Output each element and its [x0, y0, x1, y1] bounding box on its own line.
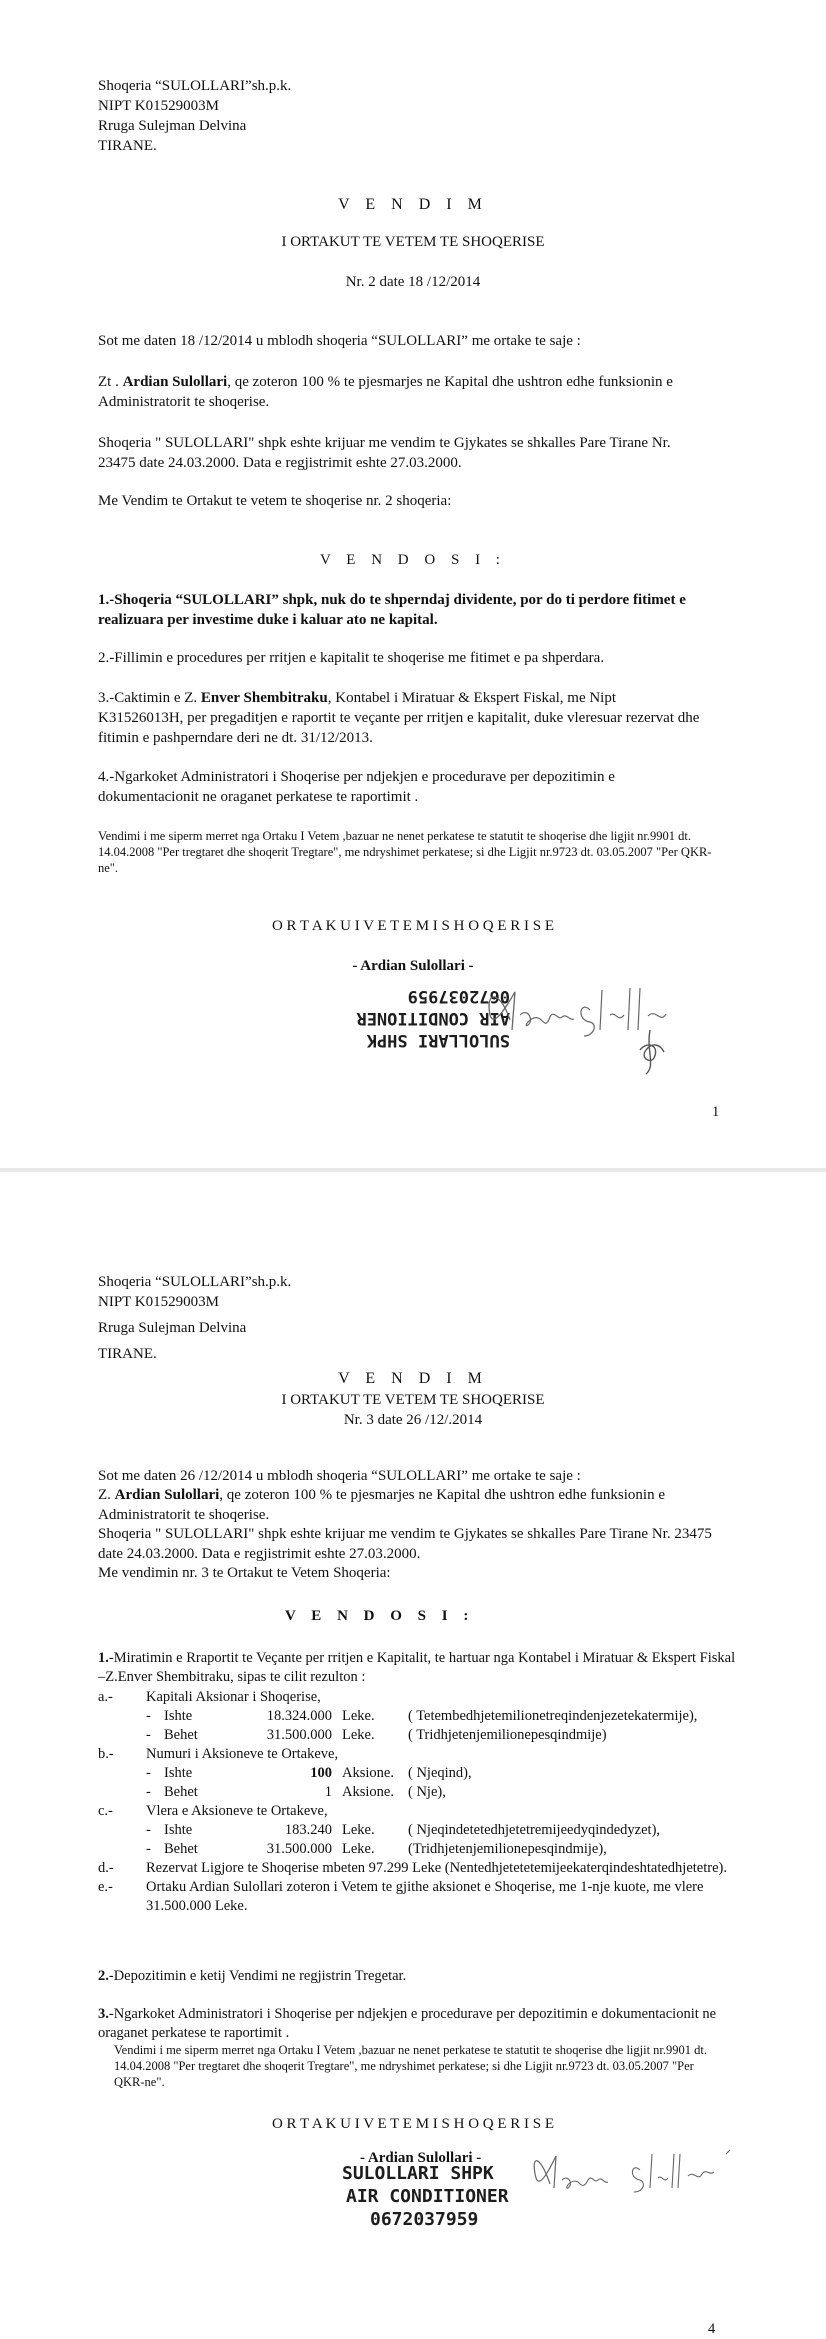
company-stamp	[342, 2162, 542, 2231]
list-item: - Ishte 18.324.000 Leke. ( Tetembedhjetemilionetreqindenjezetekatermije),	[146, 1708, 698, 1724]
paragraph-intro-decision: Me Vendim te Ortakut te vetem te shoqerise nr. 2 shoqeria:	[98, 493, 452, 509]
paragraph-shareholder: Z. Ardian Sulollari, qe zoteron 100 % te pjesmarjes ne Kapital dhe ushtron edhe funksionin e Administratorit te shoqerise.	[98, 1487, 665, 1523]
vendosi-heading: V E N D O S I :	[320, 552, 506, 568]
document-title: V E N D I M	[338, 1370, 488, 1387]
paragraph-company-registration: Shoqeria " SULOLLARI" shpk eshte krijuar me vendim te Gjykates se shkalles Pare Tirane Nr. 23475 date 24.03.2000. Data e regjistrimit eshte 27.03.2000.	[98, 435, 671, 471]
paragraph-intro-decision: Me vendimin nr. 3 te Ortakut te Vetem Shoqeria:	[98, 1565, 391, 1581]
decision-item-2: 2.-Depozitimin e ketij Vendimi ne regjistrin Tregetar.	[98, 1968, 407, 1984]
company-name: Shoqeria “SULOLLARI”sh.p.k.	[98, 1274, 292, 1290]
list-item: c.- Vlera e Aksioneve te Ortakeve,	[98, 1803, 328, 1819]
document-page-2	[0, 1172, 826, 2338]
handwritten-signature	[390, 970, 690, 1080]
legal-basis-note: Vendimi i me siperm merret nga Ortaku I Vetem ,bazuar ne nenet perkatese te statutit te shoqerise dhe ligjit nr.9901 dt. 14.04.2008 "Per tregtaret dhe shoqerit Tregtare", me ndryshimet perkatese; si dhe Ligjit nr.9723 dt. 03.05.2007 "Per QKR-ne".	[114, 2043, 707, 2089]
paragraph-shareholder: Zt . Ardian Sulollari, qe zoteron 100 % te pjesmarjes ne Kapital dhe ushtron edhe funksionin e Administratorit te shoqerise.	[98, 374, 673, 410]
signatory-title: O R T A K U I V E T E M I S H O Q E R I S E	[271, 918, 555, 934]
vendosi-heading: V E N D O S I :	[285, 1608, 475, 1624]
list-item: - Ishte 183.240 Leke. ( Njeqindetetedhjetetremijeedyqindedyzet),	[146, 1822, 661, 1838]
list-item: e.- Ortaku Ardian Sulollari zoteron i Vetem te gjithe aksionet e Shoqerise, me 1-nje kuote, me vlere 31.500.000 Leke.	[98, 1879, 704, 1914]
list-item: d.- Rezervat Ligjore te Shoqerise mbeten 97.299 Leke (Nentedhjetetetemijeekaterqindeshtatedhjetetre).	[98, 1860, 727, 1876]
paragraph-meeting: Sot me daten 18 /12/2014 u mblodh shoqeria “SULOLLARI” me ortake te saje :	[98, 333, 581, 349]
decision-item-3: 3.-Ngarkoket Administratori i Shoqerise per ndjekjen e procedurave per depozitimin e dokumentacionit ne oraganet perkatese te raportimit .	[98, 2006, 717, 2041]
stamp-line: SULOLLARI SHPK	[366, 1030, 510, 1050]
paragraph-meeting: Sot me daten 26 /12/2014 u mblodh shoqeria “SULOLLARI” me ortake te saje :	[98, 1468, 581, 1484]
decision-item-2: 2.-Fillimin e procedures per rritjen e kapitalit te shoqerise me fitimet e pa shperdara.	[98, 650, 605, 666]
decision-item-4: 4.-Ngarkoket Administratori i Shoqerise per ndjekjen e procedurave per depozitimin e dokumentacionit ne oraganet perkatese te raportimit .	[98, 769, 615, 805]
page-number: 1	[712, 1104, 720, 1120]
decision-number: Nr. 2 date 18 /12/2014	[345, 274, 481, 290]
paragraph-company-registration: Shoqeria " SULOLLARI" shpk eshte krijuar me vendim te Gjykates se shkalles Pare Tirane Nr. 23475 date 24.03.2000. Data e regjistrimit eshte 27.03.2000.	[98, 1526, 712, 1562]
company-city: TIRANE.	[98, 138, 157, 154]
legal-basis-note: Vendimi i me siperm merret nga Ortaku I Vetem ,bazuar ne nenet perkatese te statutit te shoqerise dhe ligjit nr.9901 dt. 14.04.2008 "Per tregtaret dhe shoqerit Tregtare", me ndryshimet perkatese; si dhe Ligjit nr.9723 dt. 03.05.2007 "Per QKR-ne".	[98, 829, 712, 875]
company-city: TIRANE.	[98, 1346, 157, 1362]
list-item: - Behet 31.500.000 Leke. (Tridhjetenjemilionepesqindmije),	[146, 1841, 607, 1857]
decision-number: Nr. 3 date 26 /12/.2014	[343, 1412, 483, 1428]
handwritten-signature	[530, 2144, 770, 2204]
company-name: Shoqeria “SULOLLARI”sh.p.k.	[98, 78, 292, 94]
company-street: Rruga Sulejman Delvina	[98, 1320, 247, 1336]
page-number: 4	[708, 2321, 716, 2337]
stamp-line: 0672037959	[370, 2209, 479, 2230]
list-item: - Ishte 100 Aksione. ( Njeqind),	[146, 1765, 472, 1781]
company-street: Rruga Sulejman Delvina	[98, 118, 247, 134]
list-item: - Behet 1 Aksione. ( Nje),	[146, 1784, 446, 1800]
stamp-line: 0672037959	[407, 986, 510, 1006]
list-item: b.- Numuri i Aksioneve te Ortakeve,	[98, 1746, 339, 1762]
decision-item-1: 1.-Shoqeria “SULOLLARI” shpk, nuk do te shperndaj dividente, por do ti perdore fitimet e realizuara per investime duke i kaluar ato ne kapital.	[98, 592, 686, 628]
document-subtitle: I ORTAKUT TE VETEM TE SHOQERISE	[281, 1392, 545, 1408]
signatory-title: O R T A K U I V E T E M I S H O Q E R I S E	[271, 2116, 555, 2132]
company-header	[98, 76, 291, 156]
signatory-name: - Ardian Sulollari -	[352, 958, 474, 974]
shareholder-name: Ardian Sulollari	[114, 1487, 220, 1503]
company-nipt: NIPT K01529003M	[98, 98, 219, 114]
list-item: - Behet 31.500.000 Leke. ( Tridhjetenjemilionepesqindmije)	[146, 1727, 607, 1743]
stamp-line: AIR CONDITIONER	[346, 2186, 509, 2207]
document-title: V E N D I M	[338, 196, 488, 213]
accountant-name: Enver Shembitraku	[200, 690, 328, 706]
list-item: a.- Kapitali Aksionar i Shoqerise,	[98, 1689, 321, 1705]
decision-item-3: 3.-Caktimin e Z. Enver Shembitraku, Kontabel i Miratuar & Ekspert Fiskal, me Nipt K31526013H, per pregaditjen e raportit te veçante per rritjen e kapitalit, duke vleresuar rezervat dhe fitimin e pashperndare deri ne dt. 31/12/2013.	[98, 690, 700, 746]
stamp-line: SULOLLARI SHPK	[342, 2163, 494, 2184]
document-subtitle: I ORTAKUT TE VETEM TE SHOQERISE	[281, 234, 545, 250]
stamp-line: AIR CONDITIONER	[356, 1008, 510, 1028]
decision-item-1: 1.-Miratimin e Rraportit te Veçante per rritjen e Kapitalit, te hartuar nga Kontabel i Miratuar & Ekspert Fiskal –Z.Enver Shembitraku, sipas te cilit rezulton :	[98, 1650, 736, 1685]
company-header	[98, 1272, 291, 1364]
shareholder-name: Ardian Sulollari	[122, 374, 228, 390]
company-nipt: NIPT K01529003M	[98, 1294, 219, 1310]
signatory-name: - Ardian Sulollari -	[360, 2150, 482, 2166]
capital-details-list	[98, 1688, 738, 1916]
